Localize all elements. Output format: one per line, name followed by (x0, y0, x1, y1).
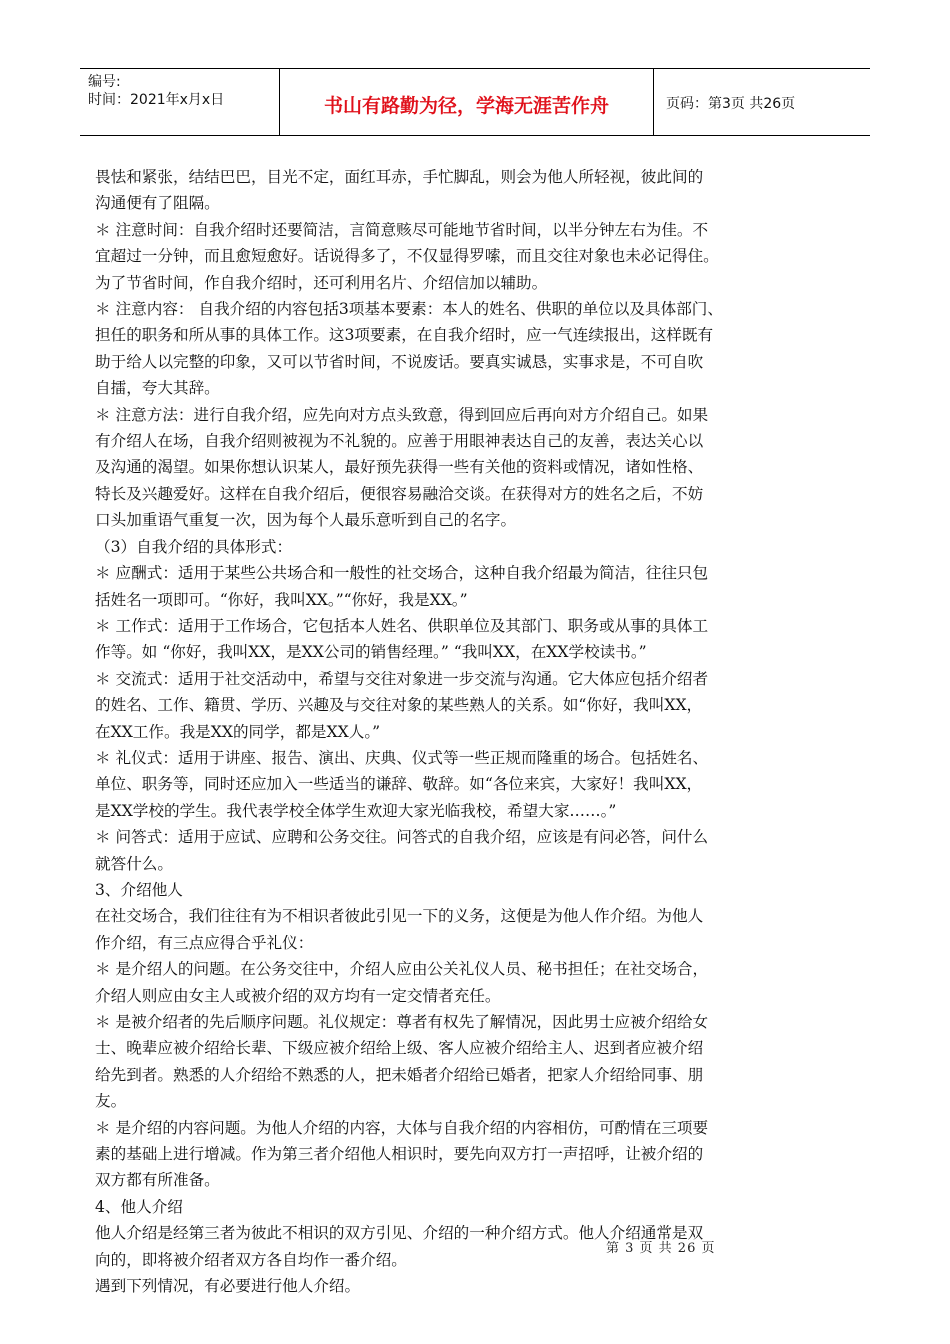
text-line: ＊ 注意内容： 自我介绍的内容包括3项基本要素：本人的姓名、供职的单位以及具体部门、 (95, 300, 723, 319)
text-line: 助于给人以完整的印象，又可以节省时间，不说废话。要真实诚恳，实事求是，不可自吹 (95, 352, 704, 371)
text-line: 士、晚辈应被介绍给长辈、下级应被介绍给上级、客人应被介绍给主人、迟到者应被介绍 (95, 1039, 704, 1058)
text-line: 自擂，夸大其辞。 (95, 379, 220, 398)
document-body (95, 164, 855, 1299)
document-number-label: 编号: (88, 74, 121, 90)
text-line: 的姓名、工作、籍贯、学历、兴趣及与交往对象的某些熟人的关系。如“你好，我叫XX， (95, 696, 703, 715)
header-motto: 书山有路勤为径，学海无涯苦作舟 (280, 69, 654, 135)
text-line: ＊ 问答式：适用于应试、应聘和公务交往。问答式的自我介绍，应该是有问必答，问什么 (95, 828, 709, 847)
text-line: 单位、职务等，同时还应加入一些适当的谦辞、敬辞。如“各位来宾，大家好！我叫XX， (95, 775, 703, 794)
text-line: 3、介绍他人 (95, 880, 183, 899)
text-line: 4、他人介绍 (95, 1197, 183, 1216)
text-line: ＊ 礼仪式：适用于讲座、报告、演出、庆典、仪式等一些正规而隆重的场合。包括姓名、 (95, 748, 709, 767)
page-footer: 第 3 页 共 26 页 (606, 1241, 716, 1256)
text-line: 向的，即将被介绍者双方各自均作一番介绍。 (95, 1250, 407, 1269)
document-time-label: 时间：2021年x月x日 (88, 92, 225, 108)
text-line: 有介绍人在场，自我介绍则被视为不礼貌的。应善于用眼神表达自己的友善，表达关心以 (95, 432, 704, 451)
text-line: 为了节省时间，作自我介绍时，还可利用名片、介绍信加以辅助。 (95, 273, 548, 292)
text-line: 遇到下列情况，有必要进行他人介绍。 (95, 1277, 361, 1296)
text-line: 素的基础上进行增减。作为第三者介绍他人相识时，要先向双方打一声招呼，让被介绍的 (95, 1145, 704, 1164)
text-line: 双方都有所准备。 (95, 1171, 220, 1190)
text-line: 及沟通的渴望。如果你想认识某人，最好预先获得一些有关他的资料或情况，诸如性格、 (95, 458, 704, 477)
text-line: ＊ 是被介绍者的先后顺序问题。礼仪规定：尊者有权先了解情况，因此男士应被介绍给女 (95, 1013, 709, 1031)
text-line: 在XX工作。我是XX的同学，都是XX人。” (95, 722, 381, 741)
header-page-info: 页码：第3页 共26页 (666, 96, 796, 112)
text-line: 给先到者。熟悉的人介绍给不熟悉的人，把未婚者介绍给已婚者，把家人介绍给同事、朋 (95, 1065, 704, 1084)
text-line: ＊ 应酬式：适用于某些公共场合和一般性的社交场合，这种自我介绍最为简洁，往往只包 (95, 564, 709, 583)
text-line: （3）自我介绍的具体形式： (95, 537, 293, 556)
text-line: 作等。如 “你好，我叫XX，是XX公司的销售经理。” “我叫XX，在XX学校读书。” (95, 643, 647, 662)
text-line: 他人介绍是经第三者为彼此不相识的双方引见、介绍的一种介绍方式。他人介绍通常是双 (95, 1224, 704, 1243)
text-line: ＊ 是介绍的内容问题。为他人介绍的内容，大体与自我介绍的内容相仿，可酌情在三项要 (95, 1118, 709, 1137)
text-line: 畏怯和紧张，结结巴巴，目光不定，面红耳赤，手忙脚乱，则会为他人所轻视，彼此间的 (95, 168, 704, 186)
text-line: 口头加重语气重复一次，因为每个人最乐意听到自己的名字。 (95, 511, 517, 530)
text-line: 是XX学校的学生。我代表学校全体学生欢迎大家光临我校，希望大家……。” (95, 801, 617, 820)
text-line: ＊ 工作式：适用于工作场合，它包括本人姓名、供职单位及其部门、职务或从事的具体工 (95, 616, 709, 635)
text-line: ＊ 注意方法：进行自我介绍，应先向对方点头致意，得到回应后再向对方介绍自己。如果 (95, 405, 709, 424)
page-header (80, 68, 870, 136)
text-line: ＊ 交流式：适用于社交活动中，希望与交往对象进一步交流与沟通。它大体应包括介绍者 (95, 669, 709, 688)
text-line: 宜超过一分钟，而且愈短愈好。话说得多了，不仅显得罗嗦，而且交往对象也未必记得住。 (95, 247, 719, 266)
text-line: 友。 (95, 1092, 127, 1111)
text-line: 作介绍，有三点应得合乎礼仪： (95, 933, 314, 952)
text-line: 沟通便有了阻隔。 (95, 194, 220, 213)
header-meta (80, 69, 280, 135)
text-line: ＊ 注意时间：自我介绍时还要简洁，言简意赅尽可能地节省时间，以半分钟左右为佳。不 (95, 220, 709, 239)
text-line: 就答什么。 (95, 854, 173, 873)
text-line: 特长及兴趣爱好。这样在自我介绍后，便很容易融洽交谈。在获得对方的姓名之后，不妨 (95, 484, 704, 503)
text-line: 在社交场合，我们往往有为不相识者彼此引见一下的义务，这便是为他人作介绍。为他人 (95, 907, 704, 926)
text-line: 介绍人则应由女主人或被介绍的双方均有一定交情者充任。 (95, 986, 501, 1005)
text-line: 括姓名一项即可。“你好，我叫XX。”“你好，我是XX。” (95, 590, 468, 609)
text-line: 担任的职务和所从事的具体工作。这3项要素，在自我介绍时，应一气连续报出，这样既有 (95, 326, 714, 345)
text-line: ＊ 是介绍人的问题。在公务交往中，介绍人应由公关礼仪人员、秘书担任；在社交场合， (95, 960, 709, 979)
